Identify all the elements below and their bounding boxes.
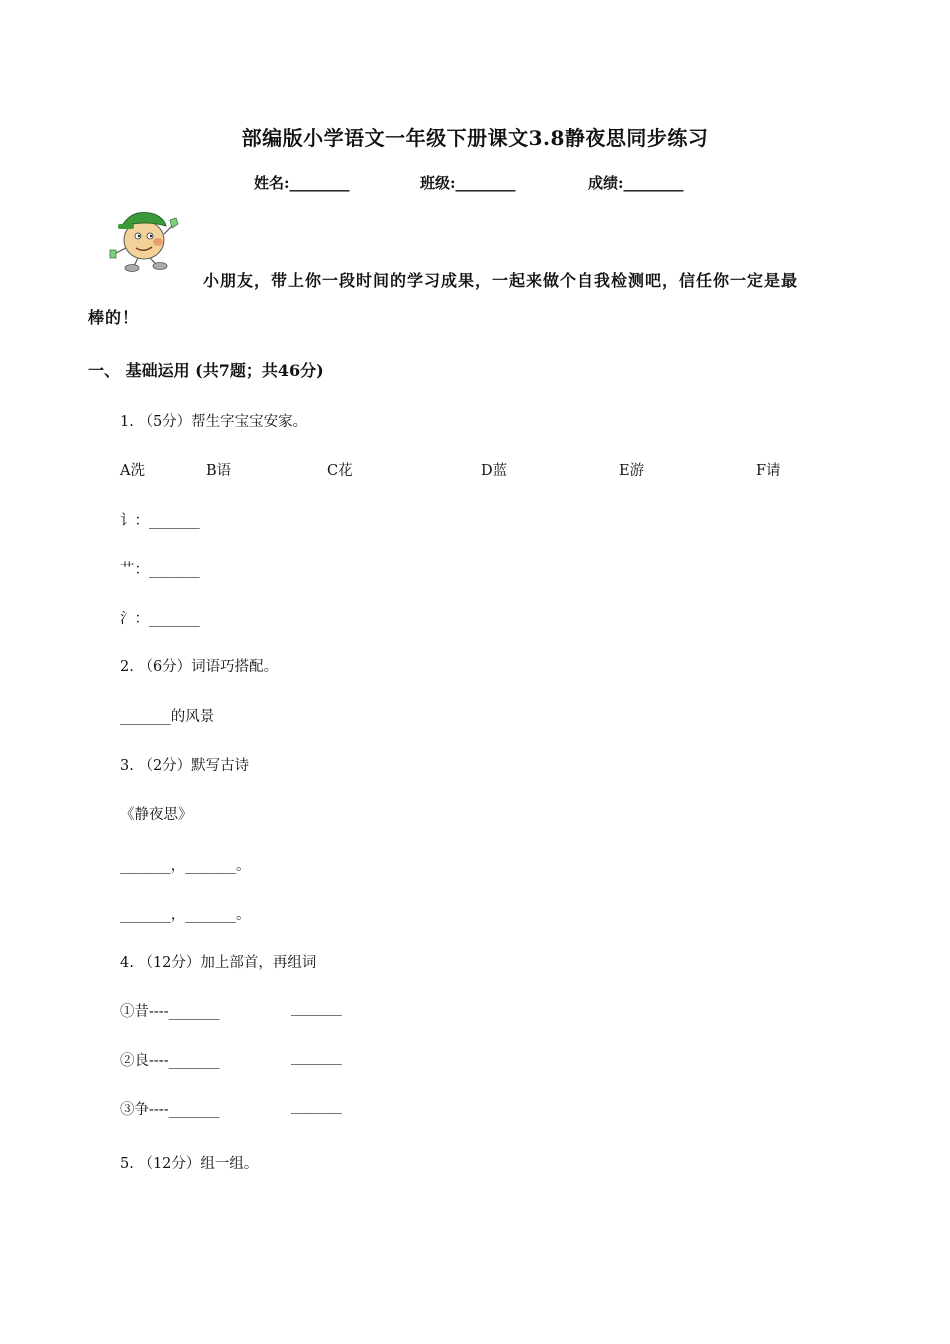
poem-line: _______，_______。 [120,907,251,923]
intro-line-2: 棒的！ [88,308,140,327]
q1-option: E游 [619,463,645,479]
section-heading: 一、 基础运用 (共7题；共46分) [88,361,324,380]
question-4-stem: 4. （12分）加上部首，再组词 [120,955,317,971]
q1-radical-row: 讠：_______ [120,513,200,529]
q1-option: F请 [756,463,781,479]
page-title: 部编版小学语文一年级下册课文3.8静夜思同步练习 [241,126,709,150]
poem-line: _______，_______。 [120,858,251,874]
score-field: 成绩:________ [588,174,684,192]
q4-row-lead: ①昔----_______ [120,1004,220,1020]
q4-row-lead: ②良----_______ [120,1053,220,1069]
q1-radical-row: 氵：_______ [120,611,200,627]
q4-row-blank: _______ [291,1098,342,1114]
q4-row-blank: _______ [291,1000,342,1016]
q2-answer-line: _______的风景 [120,709,215,725]
intro-line-1: 小朋友，带上你一段时间的学习成果，一起来做个自我检测吧，信任你一定是最 [203,271,799,290]
q1-radical-row: 艹：_______ [120,562,200,578]
q1-option: C花 [327,463,353,479]
q1-option: A洗 [120,463,145,479]
question-1-stem: 1. （5分）帮生字宝宝安家。 [120,414,308,430]
question-2-stem: 2. （6分）词语巧搭配。 [120,659,279,675]
q1-option: D蓝 [481,463,508,479]
cartoon-mascot-icon [106,204,188,274]
q1-option: B语 [206,463,232,479]
q4-row-lead: ③争----_______ [120,1102,220,1118]
class-field: 班级:________ [420,174,516,192]
question-5-stem: 5. （12分）组一组。 [120,1156,259,1172]
question-3-stem: 3. （2分）默写古诗 [120,758,250,774]
name-field: 姓名:________ [254,174,350,192]
poem-title: 《静夜思》 [120,807,193,823]
q4-row-blank: _______ [291,1049,342,1065]
